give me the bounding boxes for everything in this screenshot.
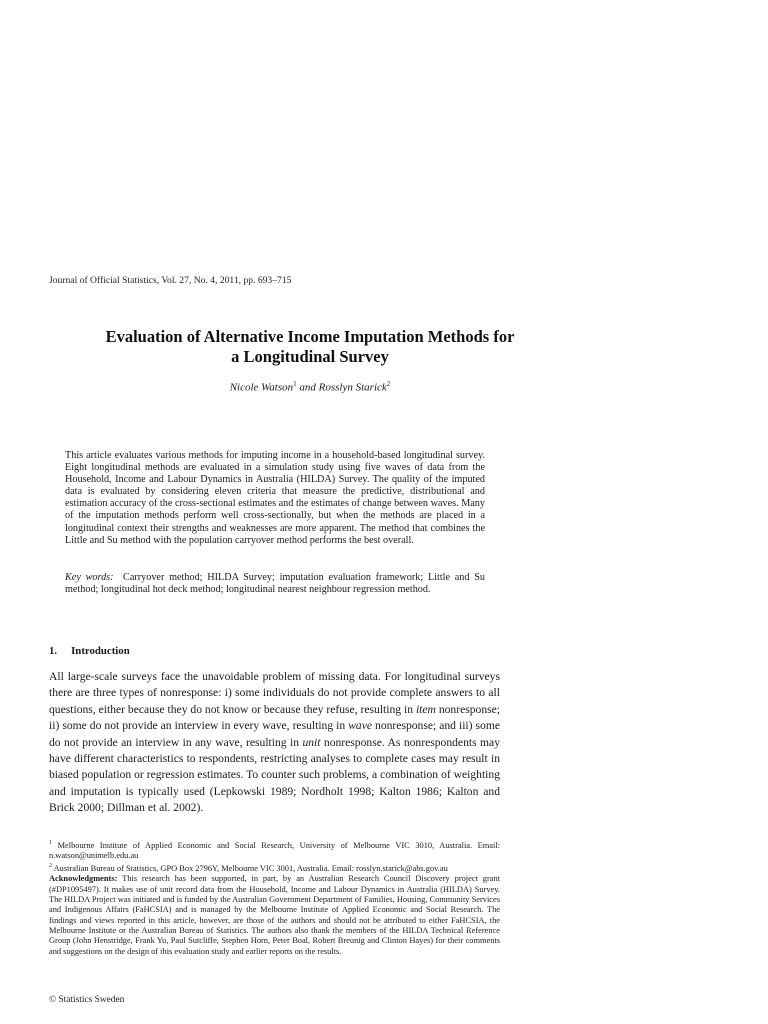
footnotes — [49, 838, 500, 957]
intro-emphasis-unit: unit — [302, 735, 321, 749]
footnote-2-text: Australian Bureau of Statistics, GPO Box 2796Y, Melbourne VIC 3001, Australia. Email: rosslyn.starick@abs.gov.au — [52, 864, 448, 874]
footnote-1 — [49, 838, 500, 861]
section-heading — [49, 645, 130, 657]
keywords-label: Key words: — [65, 572, 114, 583]
article-title-line-1: Evaluation of Alternative Income Imputation Methods for — [105, 327, 515, 346]
author-name-1: Nicole Watson — [229, 381, 294, 394]
article-title-line-2: a Longitudinal Survey — [231, 347, 389, 366]
copyright-notice: © Statistics Sweden — [49, 995, 125, 1005]
footnote-1-mark: 1 — [49, 840, 52, 846]
intro-text-2: nonresponse; ii) some do not provide an interview in every wave, resulting in — [49, 702, 500, 733]
intro-text-1: All large-scale surveys face the unavoidable problem of missing data. For longitudinal surveys there are three types of nonresponse: i) some individuals do not provide complete answers to all questions, either because they do not know or because they refuse, resulting in — [49, 670, 500, 716]
keywords-text: Carryover method; HILDA Survey; imputation evaluation framework; Little and Su method; longitudinal hot deck method; longitudinal nearest neighbour regression method. — [65, 572, 485, 596]
intro-text-3: nonresponse; and iii) some do not provide an interview in any wave, resulting in — [49, 719, 500, 749]
section-title: Introduction — [71, 645, 130, 657]
acknowledgments-label: Acknowledgments: — [49, 874, 118, 884]
abstract: This article evaluates various methods for imputing income in a household-based longitudinal survey. Eight longitudinal methods are evaluated in a simulation study using five waves of data from the Household, Income and Labour Dynamics in Australia (HILDA) Survey. The quality of the imputed data is evaluated by considering eleven criteria that measure the predictive, distributional and estimation accuracy of the cross-sectional estimates and the estimates of change between waves. Many of the imputation methods perform well cross-sectionally, but when the methods are placed in a longitudinal context their strengths and weaknesses are more apparent. The method that combines the Little and Su method with the population carryover method performs the best overall. — [65, 450, 485, 546]
author-affiliation-mark-2: 2 — [386, 380, 391, 388]
author-name-2: Rosslyn Starick — [318, 381, 387, 394]
author-affiliation-mark-1: 1 — [293, 380, 297, 388]
introduction-paragraph — [49, 669, 500, 817]
author-line — [40, 380, 580, 394]
intro-emphasis-wave: wave — [348, 719, 373, 733]
article-title — [40, 327, 580, 367]
section-number: 1. — [49, 645, 58, 657]
journal-citation: Journal of Official Statistics, Vol. 27, No. 4, 2011, pp. 693–715 — [49, 275, 292, 286]
intro-text-4: nonresponse. As nonrespondents may have different characteristics to respondents, restricting analyses to complete cases may result in biased population or regression estimates. To counter such problems, a combination of weighting and imputation is typically used (Lepkowski 1989; Nordholt 1998; Kalton 1986; Kalton and Brick 2000; Dillman et al. 2002). — [49, 735, 500, 815]
intro-emphasis-item: item — [415, 702, 436, 716]
author-conjunction: and — [296, 381, 319, 394]
footnote-1-text: Melbourne Institute of Applied Economic and Social Research, University of Melbourne VIC 3010, Australia. Email: n.watson@unimelb.edu.au — [49, 840, 500, 861]
footnote-2-mark: 2 — [49, 863, 52, 870]
acknowledgments — [49, 874, 500, 956]
acknowledgments-text: This research has been supported, in part, by an Australian Research Council Discovery project grant (#DP1095497). It makes use of unit record data from the Household, Income and Labour Dynamics in Australia (HILDA) Survey. The HILDA Project was initiated and is funded by the Australian Government Department of Families, Housing, Community Services and Indigenous Affairs (FaHCSIA) and is managed by the Melbourne Institute of Applied Economic and Social Research. The findings and views reported in this article, however, are those of the authors and should not be attributed to either FaHCSIA, the Melbourne Institute or the Australian Bureau of Statistics. The authors also thank the members of the HILDA Technical Reference Group (John Henstridge, Frank Yu, Paul Sutcliffe, Stephen Horn, Peter Boal, Robert Breunig and Clinton Hayes) for their comments and suggestions on the design of this evaluation study and earlier reports on the results. — [49, 874, 500, 956]
footnote-2 — [49, 861, 500, 874]
keywords — [65, 572, 485, 596]
